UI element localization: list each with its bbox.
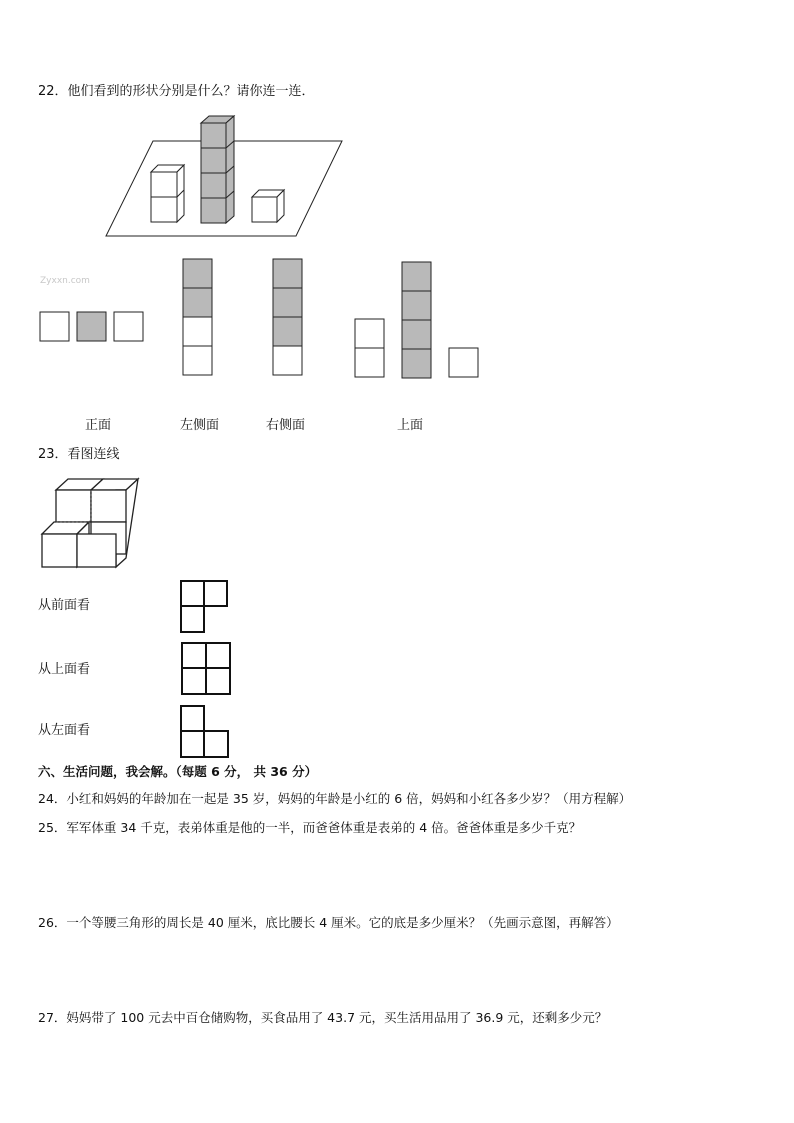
shape-b	[182, 643, 206, 668]
label-top: 上面	[397, 418, 424, 433]
view-from-top-label: 从上面看	[38, 662, 91, 677]
q27-text: 27．妈妈带了 100 元去中百仓储购物，买食品用了 43.7 元，买生活用品用了 36.9 元，还剩多少元？	[38, 1010, 608, 1025]
watermark: Zyxxn.com	[40, 276, 90, 286]
q24-text: 24．小红和妈妈的年龄加在一起是 35 岁，妈妈的年龄是小红的 6 倍，妈妈和小红各多少岁？（用方程解）	[38, 791, 632, 806]
view-from-left-label: 从左面看	[38, 723, 91, 738]
label-right-side: 右侧面	[266, 418, 306, 433]
section6-heading: 六、生活问题，我会解。（每题 6 分， 共 36 分）	[38, 764, 318, 779]
q25-text: 25．军军体重 34 千克，表弟体重是他的一半，而爸爸体重是表弟的 4 倍。爸爸体重是多少千克？	[38, 820, 582, 835]
view-from-front-label: 从前面看	[38, 598, 91, 613]
label-front: 正面	[85, 418, 112, 433]
q23-text: 23．看图连线	[38, 447, 120, 462]
q22-text: 22．他们看到的形状分别是什么？请你连一连．	[38, 84, 315, 99]
label-left-side: 左侧面	[180, 418, 220, 433]
q26-text: 26．一个等腰三角形的周长是 40 厘米，底比腰长 4 厘米。它的底是多少厘米？（先画示意图，再解答）	[38, 915, 619, 930]
shape-a	[181, 581, 204, 606]
shape-c	[181, 706, 204, 731]
